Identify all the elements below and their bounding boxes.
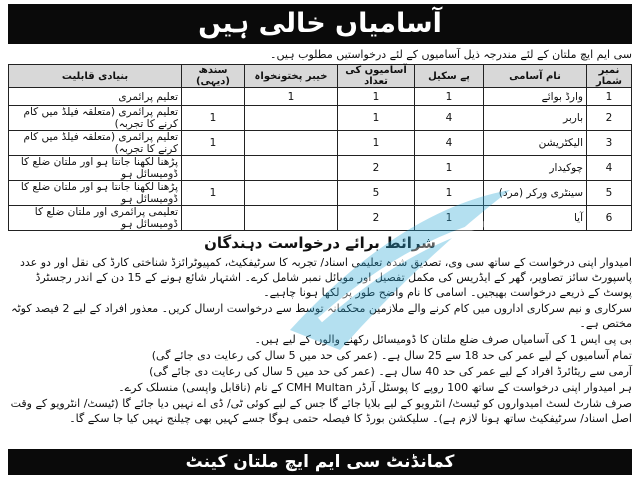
cell-kpk <box>245 131 338 156</box>
cell-post-count: 5 <box>338 181 415 206</box>
cell-serial: 2 <box>587 106 632 131</box>
cell-post-count: 1 <box>338 131 415 156</box>
condition-item: صرف شارٹ لسٹ امیدواروں کو ٹیسٹ/ انٹرویو کے لیے بلایا جائے گا جس کے لیے کوئی ٹی/ ڈی اے نہیں دیا جائے گا (ٹیسٹ/ انٹرویو کے وقت اصل اسناد/ سرٹیفکیٹ ساتھ ہونا لازم ہے)۔ سلیکشن بورڈ کا فیصلہ حتمی ہوگا جسے کہیں بھی چیلنج نہیں کیا جا سکے گا۔ <box>10 397 632 425</box>
column-header-serial: نمبر شمار <box>587 65 632 88</box>
table-row <box>9 206 632 231</box>
cell-post-count: 2 <box>338 206 415 231</box>
cell-post-name: باربر <box>484 106 587 131</box>
column-header-post-name: نام آسامی <box>484 65 587 88</box>
cell-kpk: 1 <box>245 88 338 106</box>
column-header-pay-scale: پے سکیل <box>415 65 484 88</box>
cell-kpk <box>245 156 338 181</box>
cell-kpk <box>245 206 338 231</box>
cell-sindh <box>182 88 245 106</box>
table-row <box>9 106 632 131</box>
condition-item: امیدوار اپنی درخواست کے ساتھ سی وی، تصدیق شدہ تعلیمی اسناد/ تجربہ کا سرٹیفکیٹ، کمپیوٹرائزڈ شناختی کارڈ کی نقل اور دو عدد پاسپورٹ سائز تصاویر، گھر کے ایڈریس کی مکمل تفصیل اور موبائل نمبر شامل کرے۔ اشتہار شائع ہونے کے 15 دن کے اندر رجسٹرڈ پوسٹ کے ذریعے درخواست بھیجیں۔ اسامی کا نام واضح طور پر لکھا ہونا چاہیے۔ <box>20 256 632 299</box>
cell-post-count: 2 <box>338 156 415 181</box>
condition-item: سرکاری و نیم سرکاری اداروں میں کام کرنے والے ملازمین محکمانہ توسط سے درخواست ارسال کریں۔ معذور افراد کے لیے 2 فیصد کوٹہ مختص ہے۔ <box>11 302 632 330</box>
cell-qualification: تعلیم پرائمری <box>9 88 182 106</box>
cell-qualification: تعلیمی پرائمری اور ملتان ضلع کا ڈومیسائل ہو <box>9 206 182 231</box>
cell-sindh: 1 <box>182 106 245 131</box>
cell-qualification: پڑھنا لکھنا جانتا ہو اور ملتان ضلع کا ڈومیسائل ہو <box>9 156 182 181</box>
table-row <box>9 156 632 181</box>
vacancies-table <box>8 64 632 231</box>
condition-item: تمام آسامیوں کے لیے عمر کی حد 18 سے 25 سال ہے۔ (عمر کی حد میں 5 سال کی رعایت دی جائے گی) <box>151 349 632 362</box>
table-row <box>9 131 632 156</box>
cell-kpk <box>245 106 338 131</box>
cell-kpk <box>245 181 338 206</box>
footer-signature: کمانڈنٹ سی ایم ایچ ملتان کینٹ <box>8 449 632 475</box>
column-header-post-count: آسامیوں کی تعداد <box>338 65 415 88</box>
column-header-kpk: خیبر پختونخواہ <box>245 65 338 88</box>
cell-post-name: وارڈ بوائے <box>484 88 587 106</box>
cell-post-name: سینٹری ورکر (مرد) <box>484 181 587 206</box>
cell-post-name: الیکٹریشن <box>484 131 587 156</box>
cell-pay-scale: 4 <box>415 131 484 156</box>
cell-pay-scale: 1 <box>415 181 484 206</box>
cell-post-name: چوکیدار <box>484 156 587 181</box>
page-title: آسامیاں خالی ہیں <box>8 4 632 44</box>
cell-serial: 6 <box>587 206 632 231</box>
cell-sindh: 1 <box>182 131 245 156</box>
cell-sindh <box>182 206 245 231</box>
cell-sindh: 1 <box>182 181 245 206</box>
table-row <box>9 181 632 206</box>
cell-pay-scale: 1 <box>415 156 484 181</box>
table-row <box>9 88 632 106</box>
condition-item: ہر امیدوار اپنی درخواست کے ساتھ 100 روپے کا پوسٹل آرڈر CMH Multan کے نام (ناقابل واپسی) منسلک کرے۔ <box>118 381 632 394</box>
cell-pay-scale: 4 <box>415 106 484 131</box>
cell-serial: 5 <box>587 181 632 206</box>
cell-qualification: پڑھنا لکھنا جانتا ہو اور ملتان ضلع کا ڈومیسائل ہو <box>9 181 182 206</box>
cell-post-count: 1 <box>338 88 415 106</box>
table-header-row <box>9 65 632 88</box>
cell-serial: 4 <box>587 156 632 181</box>
cell-post-count: 1 <box>338 106 415 131</box>
cell-qualification: تعلیم پرائمری (متعلقہ فیلڈ میں کام کرنے کا تجربہ) <box>9 131 182 156</box>
condition-item: آرمی سے ریٹائرڈ افراد کے لیے عمر کی حد 40 سال ہے۔ (عمر کی حد میں 5 سال کی رعایت دی جائے گی) <box>149 365 632 378</box>
cell-serial: 3 <box>587 131 632 156</box>
cell-pay-scale: 1 <box>415 206 484 231</box>
condition-item: بی پی ایس 1 کی آسامیاں صرف ضلع ملتان کا ڈومیسائل رکھنے والوں کے لیے ہیں۔ <box>254 333 632 346</box>
cell-post-name: آیا <box>484 206 587 231</box>
intro-text: سی ایم ایچ ملتان کے لئے مندرجہ ذیل آسامیوں کے لئے درخواستیں مطلوب ہیں۔ <box>270 48 632 61</box>
cell-qualification: تعلیم پرائمری (متعلقہ فیلڈ میں کام کرنے کا تجربہ) <box>9 106 182 131</box>
column-header-sindh: سندھ (دیہی) <box>182 65 245 88</box>
cell-serial: 1 <box>587 88 632 106</box>
cell-sindh <box>182 156 245 181</box>
conditions-heading: شرائط برائے درخواست دہندگان <box>204 234 436 252</box>
conditions-list <box>8 255 632 427</box>
cell-pay-scale: 1 <box>415 88 484 106</box>
column-header-qualification: بنیادی قابلیت <box>9 65 182 88</box>
